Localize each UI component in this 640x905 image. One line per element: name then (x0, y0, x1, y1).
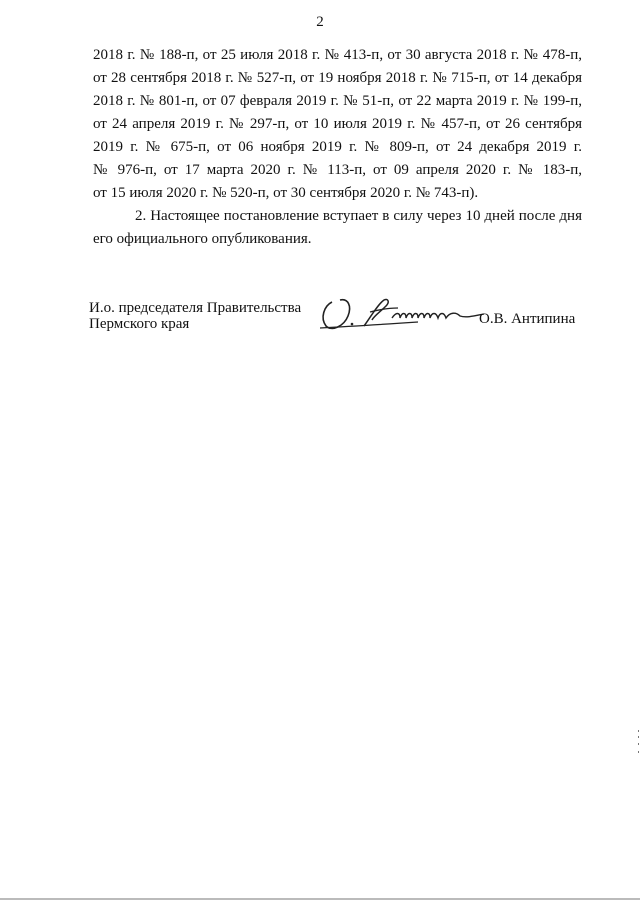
signatory-title (89, 300, 301, 332)
signatory-title-line: И.о. председателя Правительства (89, 300, 302, 316)
text-line: 2019 г. № 675-п, от 06 ноября 2019 г. № 809-п, от 24 декабря 2019 г. (93, 139, 582, 155)
text-line: от 28 сентября 2018 г. № 527-п, от 19 ноября 2018 г. № 715-п, от 14 декабря (93, 70, 582, 86)
page-bottom-edge (0, 898, 640, 900)
text-line: 2. Настоящее постановление вступает в силу через 10 дней после дня (135, 208, 582, 224)
text-line: от 24 апреля 2019 г. № 297-п, от 10 июля 2019 г. № 457-п, от 26 сентября (93, 116, 582, 132)
text-line: 2018 г. № 188-п, от 25 июля 2018 г. № 413-п, от 30 августа 2018 г. № 478-п, (93, 47, 582, 63)
text-line: 2018 г. № 801-п, от 07 февраля 2019 г. № 51-п, от 22 марта 2019 г. № 199-п, (93, 93, 582, 109)
page-number: 2 (316, 14, 324, 30)
signer-name: О.В. Антипина (479, 311, 576, 327)
text-line: от 15 июля 2020 г. № 520-п, от 30 сентября 2020 г. № 743-п). (93, 185, 479, 201)
signatory-title-line: Пермского края (89, 316, 190, 332)
handwritten-signature (318, 294, 490, 334)
text-line: его официального опубликования. (93, 231, 312, 247)
text-line: № 976-п, от 17 марта 2020 г. № 113-п, от 09 апреля 2020 г. № 183-п, (93, 162, 582, 178)
